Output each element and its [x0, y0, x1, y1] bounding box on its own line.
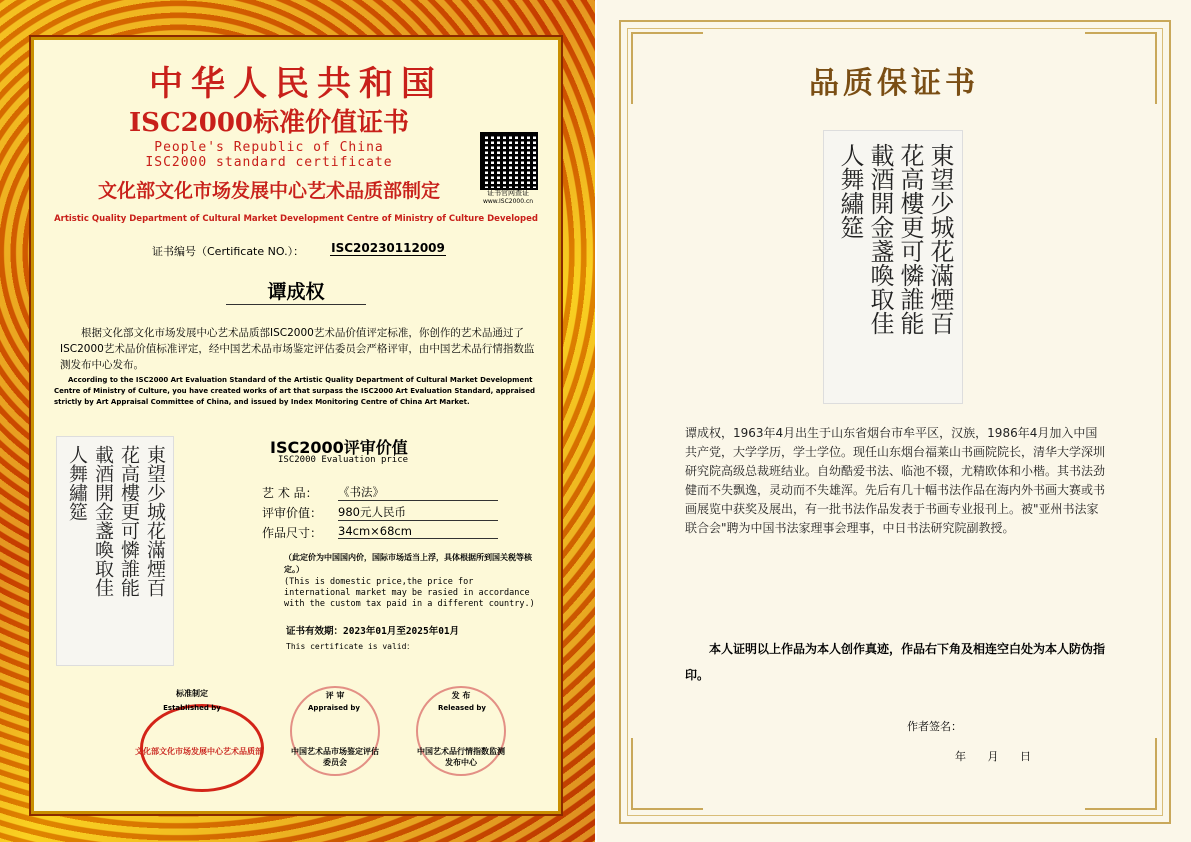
- validity-cn: 证书有效期：2023年01月至2025年01月: [286, 626, 460, 637]
- qr-url: www.ISC2000.cn: [482, 198, 534, 205]
- authenticity-declaration: 本人证明以上作品为本人创作真迹，作品右下角及相连空白处为本人防伪指印。: [685, 642, 1106, 682]
- corner-ornament-icon: [1085, 738, 1157, 810]
- calligraphy-column: 花高樓更可憐誰能: [896, 143, 924, 335]
- artwork-value: 《书法》: [338, 484, 498, 501]
- evaluation-title: ISC2000评审价值: [270, 438, 408, 457]
- quality-certificate: [597, 0, 1191, 842]
- artwork-thumbnail: [56, 436, 174, 666]
- department-title: 文化部文化市场发展中心艺术品质部制定: [97, 180, 440, 202]
- appraised-org: 中国艺术品市场鉴定评估委员会: [291, 747, 379, 767]
- calligraphy-column: 人舞繡筵: [66, 445, 88, 521]
- size-label: 作品尺寸：: [262, 526, 323, 540]
- size-value: 34cm×68cm: [338, 524, 498, 539]
- evaluation-certificate: [0, 0, 595, 842]
- holder-name: 谭成权: [226, 277, 366, 305]
- appraised-label-en: Appraised by: [308, 704, 360, 712]
- validity-en: This certificate is valid：: [286, 642, 415, 651]
- statement-cn: 根据文化部文化市场发展中心艺术品质部ISC2000艺术品价值评定标准，你创作的艺术品通过了ISC2000艺术品价值标准评定，经中国艺术品市场鉴定评估委员会严格评审，由中国艺术品行情指数监测发布中心发布。: [60, 327, 535, 371]
- qr-code-icon: [480, 132, 538, 190]
- evaluation-subtitle: ISC2000 Evaluation price: [278, 455, 409, 465]
- established-label-en: Established by: [163, 704, 221, 712]
- artwork-image: [823, 130, 963, 404]
- calligraphy-column: 花高樓更可憐誰能: [118, 445, 140, 597]
- certificate-number: ISC20230112009: [331, 241, 445, 255]
- price-label: 评审价值：: [262, 506, 323, 520]
- calligraphy-column: 人舞繡筵: [836, 143, 864, 239]
- quality-title: 品质保证书: [809, 66, 979, 101]
- released-label: 发 布: [451, 691, 471, 700]
- released-label-en: Released by: [438, 704, 486, 712]
- certificate-number-label: 证书编号（Certificate NO.）：: [152, 245, 305, 258]
- certificate-panel: [34, 40, 558, 811]
- price-note-cn: （此定价为中国国内价，国际市场适当上浮，具体根据所到国关税等核定。）: [284, 553, 532, 574]
- released-org: 中国艺术品行情指数监测发布中心: [417, 747, 505, 767]
- date-label: 年 月 日: [955, 750, 1031, 763]
- country-title: 中华人民共和国: [149, 64, 443, 104]
- statement-en: According to the ISC2000 Art Evaluation Standard of the Artistic Quality Department of Cultural Market Development Centre of Ministry of Culture, you have created works of art that surpass the ISC2000 Art Evaluation Standard, appraised strictly by Art Appraisal Committee of China, and issued by Index Monitoring Centre of China Art Market.: [54, 376, 535, 406]
- established-label: 标准制定: [176, 689, 208, 698]
- certificate-title: ISC2000标准价值证书: [129, 108, 409, 138]
- artwork-label: 艺 术 品：: [262, 486, 318, 500]
- established-org: 文化部文化市场发展中心艺术品质部: [135, 747, 263, 756]
- calligraphy-column: 東望少城花滿煙百: [144, 445, 166, 597]
- calligraphy-column: 載酒開金盞喚取佳: [92, 445, 114, 597]
- country-title-en: People's Republic of China: [154, 140, 384, 155]
- calligraphy-column: 載酒開金盞喚取佳: [866, 143, 894, 335]
- qr-label: 证书官网查证: [487, 189, 529, 197]
- artist-biography: 谭成权，1963年4月出生于山东省烟台市牟平区，汉族，1986年4月加入中国共产党，大学学历，学士学位。现任山东烟台福莱山书画院院长，清华大学深圳研究院高级总裁班结业。自幼酷爱书法、临池不辍，尤精欧体和小楷。其书法劲健而不失飘逸，灵动而不失雄浑。先后有几十幅书法作品在海内外书画大赛或书画展览中获奖及展出，有一批书法作品发表于书画专业报刊上。被"亚州书法家联合会"聘为中国书法家理事会理事，中日书法研究院副教授。: [685, 426, 1106, 535]
- price-value: 980元人民币: [338, 504, 498, 521]
- author-signature-label: 作者签名：: [907, 720, 962, 733]
- price-note-en: (This is domestic price,the price for international market may be rasied in accordance with the custom tax paid in a different country.): [284, 577, 535, 609]
- certificate-title-en: ISC2000 standard certificate: [145, 155, 393, 170]
- appraised-label: 评 审: [325, 691, 345, 700]
- department-title-en: Artistic Quality Department of Cultural Market Development Centre of Ministry of Culture Developed: [54, 214, 538, 224]
- calligraphy-column: 東望少城花滿煙百: [926, 143, 954, 335]
- corner-ornament-icon: [631, 738, 703, 810]
